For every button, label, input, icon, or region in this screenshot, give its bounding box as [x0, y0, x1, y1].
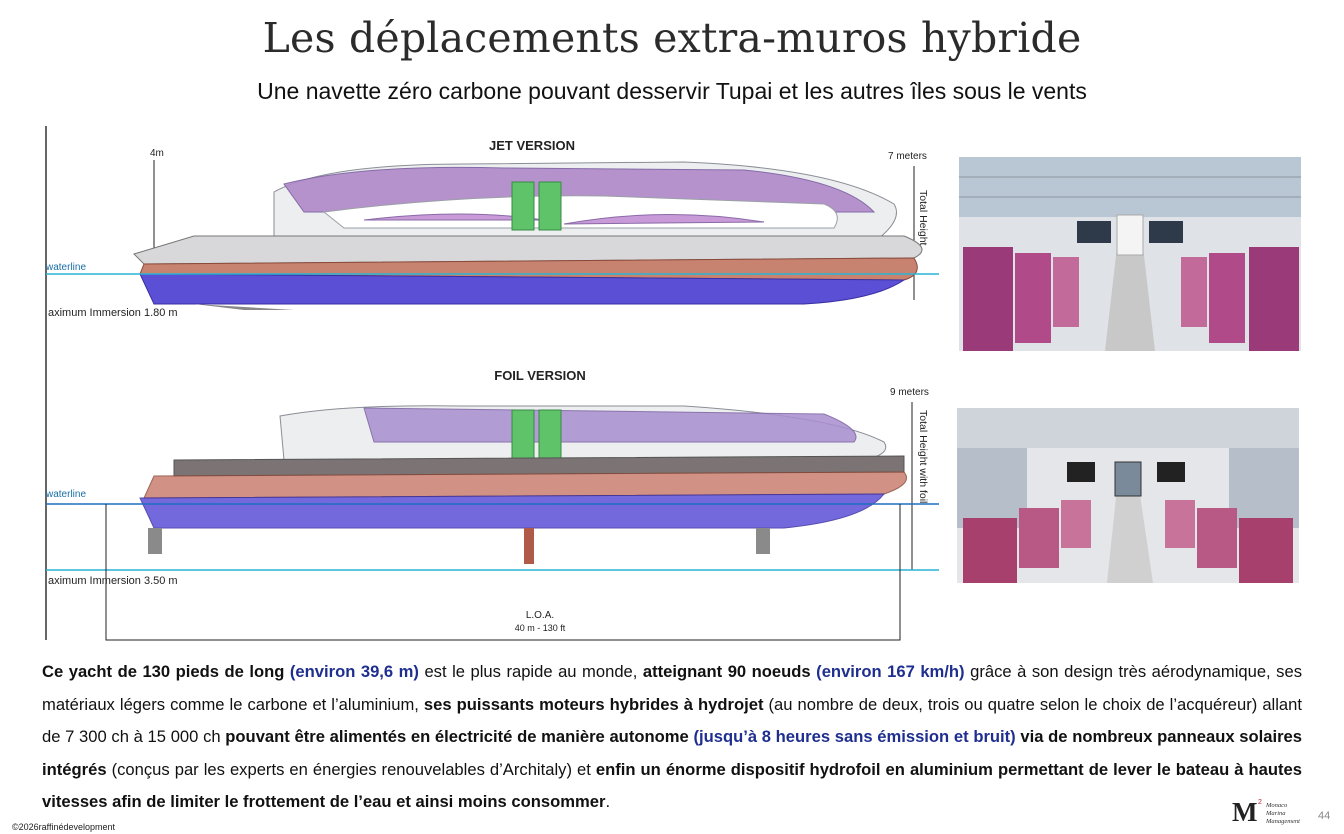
yacht-diagram [44, 124, 939, 644]
text-engine-details: (au nombre de deux, trois ou quatre selon le choix de l’acquéreur) allant de 7 300 ch à 15 000 ch [42, 694, 1302, 746]
logo-text [1266, 802, 1300, 826]
text-solar: via de nombreux panneaux solaires intégrés [42, 727, 1302, 779]
text-design: grâce à son design très aérodynamique, ses matériaux légers comme le carbone et l’aluminium, [42, 662, 1302, 714]
foil-total-height-label: Total Height with foil [917, 410, 929, 504]
loa-value: 40 m - 130 ft [514, 623, 566, 633]
logo-superscript: 2 [1258, 799, 1262, 806]
jet-waterline-label: waterline [46, 262, 87, 273]
logo-line-3: Management [1266, 818, 1300, 825]
text-fastest: est le plus rapide au monde, [418, 662, 643, 681]
text-engines: ses puissants moteurs hybrides à hydrojet [423, 694, 764, 714]
jet-meters-label: 7 meters [888, 151, 927, 162]
monaco-marina-logo [1232, 797, 1316, 827]
page-subtitle: Une navette zéro carbone pouvant desservir Tupai et les autres îles sous le vents [257, 78, 1087, 104]
foil-immersion-label: aximum Immersion 3.50 m [48, 575, 178, 587]
page-title: Les déplacements extra-muros hybride [262, 14, 1082, 62]
foil-waterline-label: waterline [46, 489, 87, 500]
text-autonomous: pouvant être alimentés en électricité de manière autonome [225, 727, 689, 746]
cabin-photo-2 [957, 408, 1299, 583]
cabin-photo-1 [959, 157, 1301, 351]
text-architaly: (conçus par les experts en énergies renouvelables d’Architaly) et [106, 759, 596, 779]
page-number: 44 [1318, 810, 1331, 822]
text-hydrofoil: enfin un énorme dispositif hydrofoil en aluminium permettant de lever le bateau à hautes vitesses afin de limiter le frottement de l’eau et ainsi moins consommer [42, 759, 1302, 811]
logo-letter: M [1232, 797, 1258, 827]
foil-version-label: FOIL VERSION [494, 368, 586, 383]
jet-version-label: JET VERSION [489, 138, 575, 153]
text-period: . [605, 792, 611, 811]
text-speed-metric: (environ 167 km/h) [816, 662, 965, 681]
logo-line-2: Marina [1266, 810, 1286, 817]
jet-total-height-label: Total Height [917, 190, 929, 246]
foil-meters-label: 9 meters [890, 387, 929, 398]
jet-immersion-label: aximum Immersion 1.80 m [48, 307, 178, 319]
text-yacht-length: Ce yacht de 130 pieds de long [42, 662, 285, 681]
loa-label: L.O.A. [525, 610, 555, 621]
text-emission-free: (jusqu’à 8 heures sans émission et bruit) [693, 727, 1016, 746]
logo-line-1: Monaco [1266, 802, 1288, 809]
jet-height-label: 4m [150, 148, 164, 159]
jet-yacht-hull [134, 162, 922, 310]
foil-yacht-hull [140, 406, 907, 564]
text-speed: atteignant 90 noeuds [642, 662, 811, 681]
text-length-metric: (environ 39,6 m) [289, 662, 419, 681]
description-paragraph [42, 656, 1302, 819]
copyright-footer: ©2026raffinédevelopment [12, 822, 116, 832]
